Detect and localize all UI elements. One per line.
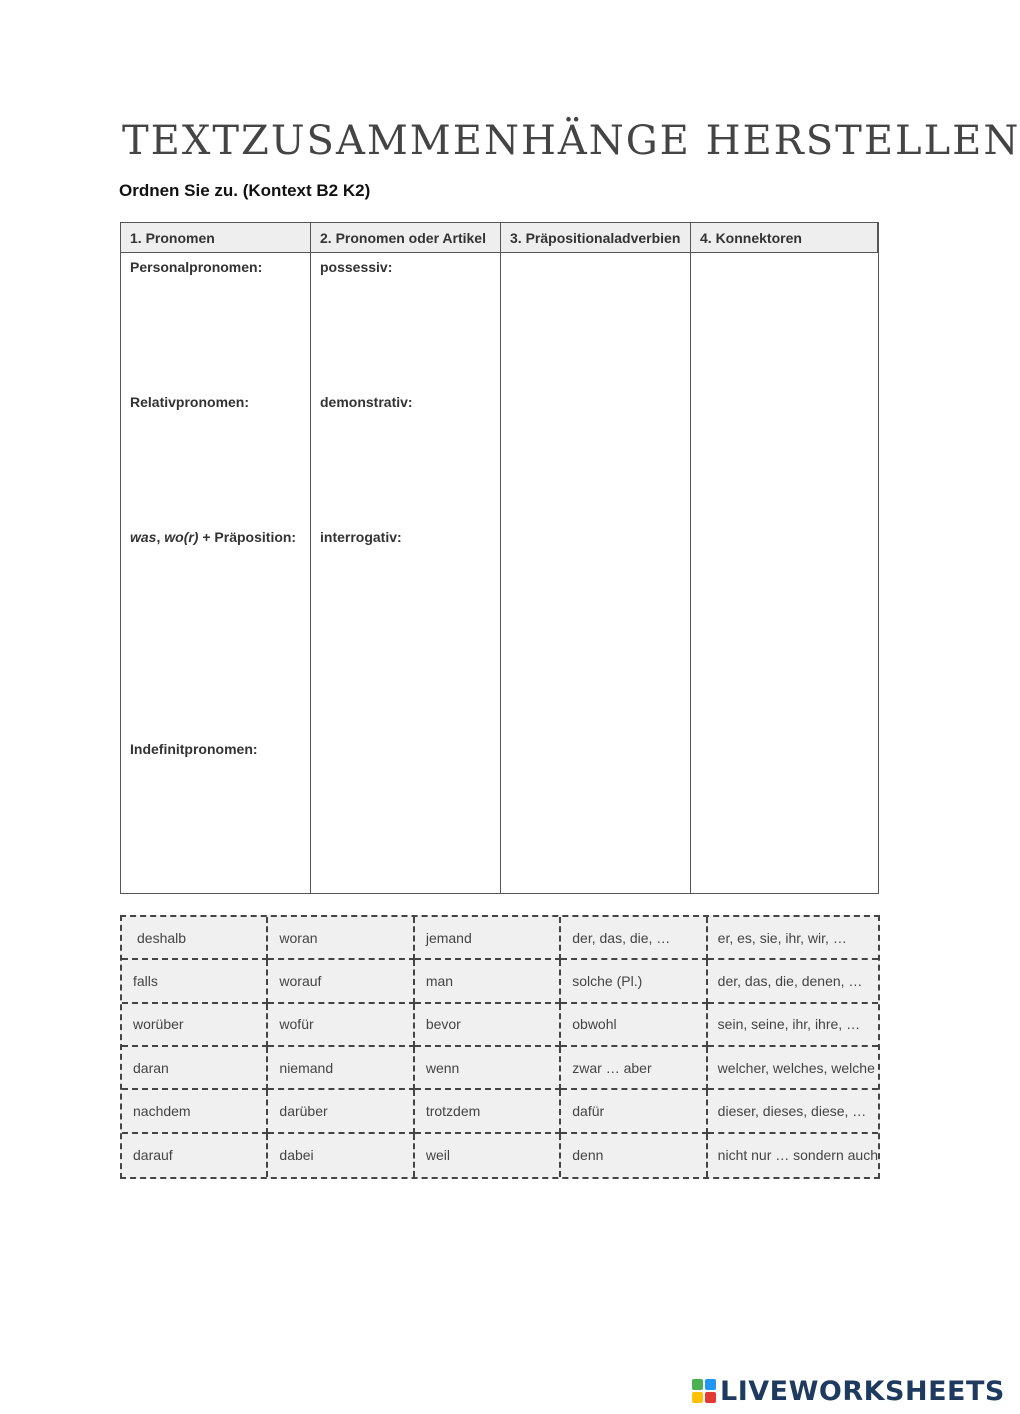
- logo-square: [705, 1379, 716, 1390]
- drop-zone-pronomen-oder-artikel[interactable]: [311, 253, 501, 893]
- word-card[interactable]: dieser, dieses, diese, …: [708, 1090, 878, 1133]
- word-card-grid: [120, 915, 880, 1179]
- word-card[interactable]: der, das, die, …: [561, 917, 707, 960]
- logo-text: LIVEWORKSHEETS: [720, 1375, 1005, 1407]
- column-header-praepositionaladverbien: 3. Präpositionaladverbien: [501, 223, 691, 253]
- label-relativpronomen: Relativpronomen:: [130, 394, 250, 410]
- word-card[interactable]: welcher, welches, welche: [708, 1047, 878, 1090]
- word-card[interactable]: nachdem: [122, 1090, 268, 1133]
- word-card[interactable]: solche (Pl.): [561, 960, 707, 1003]
- column-header-pronomen: 1. Pronomen: [121, 223, 311, 253]
- word-card[interactable]: er, es, sie, ihr, wir, …: [708, 917, 878, 960]
- word-card[interactable]: weil: [415, 1134, 561, 1177]
- word-card[interactable]: zwar … aber: [561, 1047, 707, 1090]
- word-card[interactable]: dabei: [268, 1134, 414, 1177]
- word-card[interactable]: niemand: [268, 1047, 414, 1090]
- word-card[interactable]: jemand: [415, 917, 561, 960]
- word-card[interactable]: dafür: [561, 1090, 707, 1133]
- column-header-konnektoren: 4. Konnektoren: [691, 223, 878, 253]
- label-possessiv: possessiv:: [320, 259, 393, 275]
- word-card[interactable]: der, das, die, denen, …: [708, 960, 878, 1003]
- drop-zone-praepositionaladverbien[interactable]: [501, 253, 691, 893]
- word-card[interactable]: worauf: [268, 960, 414, 1003]
- drop-zone-konnektoren[interactable]: [691, 253, 878, 893]
- label-was-wor-praeposition: was, wo(r) + Präposition:: [130, 529, 297, 545]
- word-card[interactable]: darauf: [122, 1134, 268, 1177]
- logo-square: [705, 1392, 716, 1403]
- label-indefinitpronomen: Indefinitpronomen:: [130, 741, 258, 757]
- instruction-text: Ordnen Sie zu. (Kontext B2 K2): [119, 181, 371, 200]
- word-card[interactable]: denn: [561, 1134, 707, 1177]
- label-personalpronomen: Personalpronomen:: [130, 259, 263, 275]
- word-card[interactable]: wofür: [268, 1004, 414, 1047]
- liveworksheets-logo: [692, 1376, 1005, 1406]
- word-card[interactable]: daran: [122, 1047, 268, 1090]
- word-card[interactable]: man: [415, 960, 561, 1003]
- word-card[interactable]: trotzdem: [415, 1090, 561, 1133]
- word-card[interactable]: falls: [122, 960, 268, 1003]
- word-card[interactable]: obwohl: [561, 1004, 707, 1047]
- word-card[interactable]: deshalb: [122, 917, 268, 960]
- logo-square: [692, 1392, 703, 1403]
- word-card[interactable]: worüber: [122, 1004, 268, 1047]
- word-card[interactable]: darüber: [268, 1090, 414, 1133]
- liveworksheets-logo-icon: [692, 1379, 716, 1403]
- word-card[interactable]: bevor: [415, 1004, 561, 1047]
- word-card[interactable]: woran: [268, 917, 414, 960]
- label-demonstrativ: demonstrativ:: [320, 394, 413, 410]
- word-card[interactable]: nicht nur … sondern auch: [717, 1147, 878, 1164]
- drop-zone-pronomen[interactable]: [121, 253, 311, 893]
- logo-square: [692, 1379, 703, 1390]
- word-card[interactable]: sein, seine, ihr, ihre, …: [708, 1004, 878, 1047]
- column-header-pronomen-oder-artikel: 2. Pronomen oder Artikel: [311, 223, 501, 253]
- word-card[interactable]: wenn: [415, 1047, 561, 1090]
- page-title: TEXTZUSAMMENHÄNGE HERSTELLEN: [122, 118, 1020, 164]
- label-interrogativ: interrogativ:: [320, 529, 402, 545]
- sorting-table: [120, 222, 879, 894]
